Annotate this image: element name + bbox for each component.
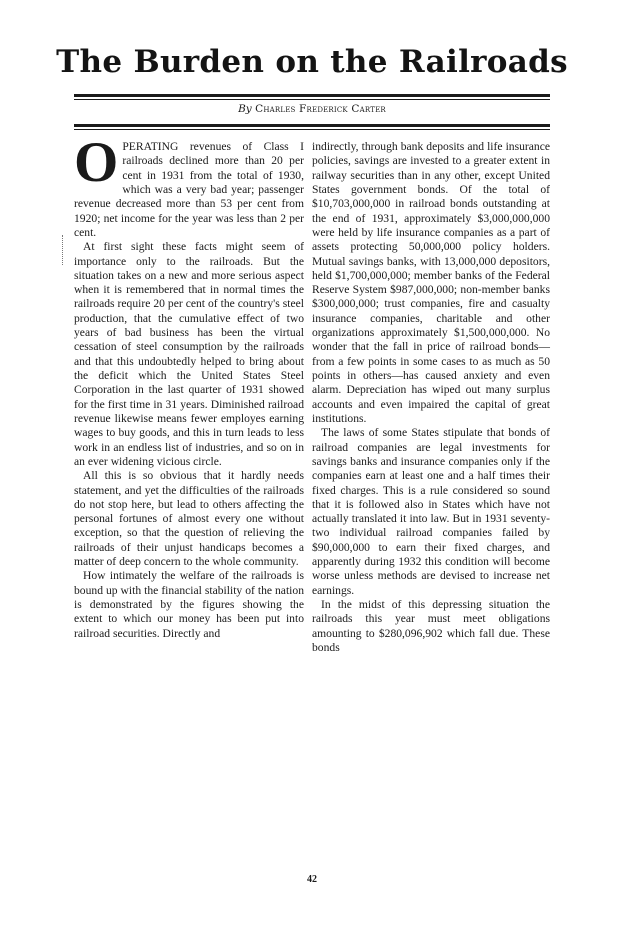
page-number: 42 [307, 874, 317, 885]
author-name: Charles Frederick Carter [255, 103, 386, 115]
right-column [312, 140, 550, 655]
paragraph: At first sight these facts might seem of importance only to the railroads. But the situation takes on a new and more serious aspect when it is remembered that in normal times the railroads require 20 per cent of the country's steel production, that the cumulative effect of two years of bad business has been the virtual cessation of steel consumption by the railroads and that this undoubtedly helped to bring about the deficit which the United States Steel Corporation in the last quarter of 1931 showed for the first time in 31 years. Diminished railroad revenue likewise means fewer employes earning wages to buy goods, and this in turn leads to less work in an endless list of industries, and so on in an ever widening vicious circle. [74, 240, 304, 468]
title-rule [74, 94, 550, 100]
paragraph-text: PERATING revenues of Class I railroads declined more than 20 per cent in 1931 from the total of 1930, which was a very bad year; passenger revenue decreased more than 53 per cent from 1920; net income for the year was less than 2 per cent. [74, 140, 304, 239]
drop-cap: O [74, 131, 119, 194]
byline [0, 103, 624, 115]
paragraph: The laws of some States stipulate that bonds of railroad companies are legal investments for savings banks and insurance companies only if the companies earn at least one and a half times their fixed charges. This is a rule considered so sound that it is followed also in States which have not actually translated it into law. But in 1931 seventy-two individual railroad companies failed by $90,000,000 to earn their fixed charges, and apparently during 1932 this condition will become worse unless methods are devised to increase net earnings. [312, 426, 550, 597]
byline-rule [74, 124, 550, 130]
paragraph: In the midst of this depressing situation the railroads this year must meet obligations amounting to $280,096,902 which fall due. These bonds [312, 598, 550, 654]
article-title: The Burden on the Railroads [56, 44, 568, 80]
paragraph: indirectly, through bank deposits and life insurance policies, savings are invested to a greater extent in railway securities than in any other, except United States government bonds. Of the total of $10,703,000,000 in railroad bonds outstanding at the end of 1931, approximately $3,000,000,000 were held by life insurance companies as a part of assets protecting 50,000,000 policy holders. Mutual savings banks, with 13,000,000 depositors, held $1,700,000,000; member banks of the Federal Reserve System $987,000,000; non-member banks $300,000,000; trust companies, fire and casualty insurance companies, charitable and other organizations approximately $1,500,000,000. No wonder that the fall in price of railroad bonds—from a few points in some cases to as much as 50 points in others—has caused anxiety and even alarm. Depreciation has wiped out many surplus accounts and even impaired the capital of great institutions. [312, 140, 550, 425]
margin-mark [62, 235, 65, 265]
byline-prefix: By [238, 103, 252, 115]
paragraph: All this is so obvious that it hardly needs statement, and yet the difficulties of the railroads do not stop here, but lead to others affecting the personal fortunes of almost every one without exception, so that the question of relieving the railroads of their unjust handicaps becomes a matter of deep concern to the whole community. [74, 469, 304, 569]
left-column [74, 131, 304, 641]
paragraph [74, 131, 304, 240]
paragraph: How intimately the welfare of the railroads is bound up with the financial stability of the nation is demonstrated by the figures showing the extent to which our money has been put into railroad securities. Directly and [74, 569, 304, 640]
